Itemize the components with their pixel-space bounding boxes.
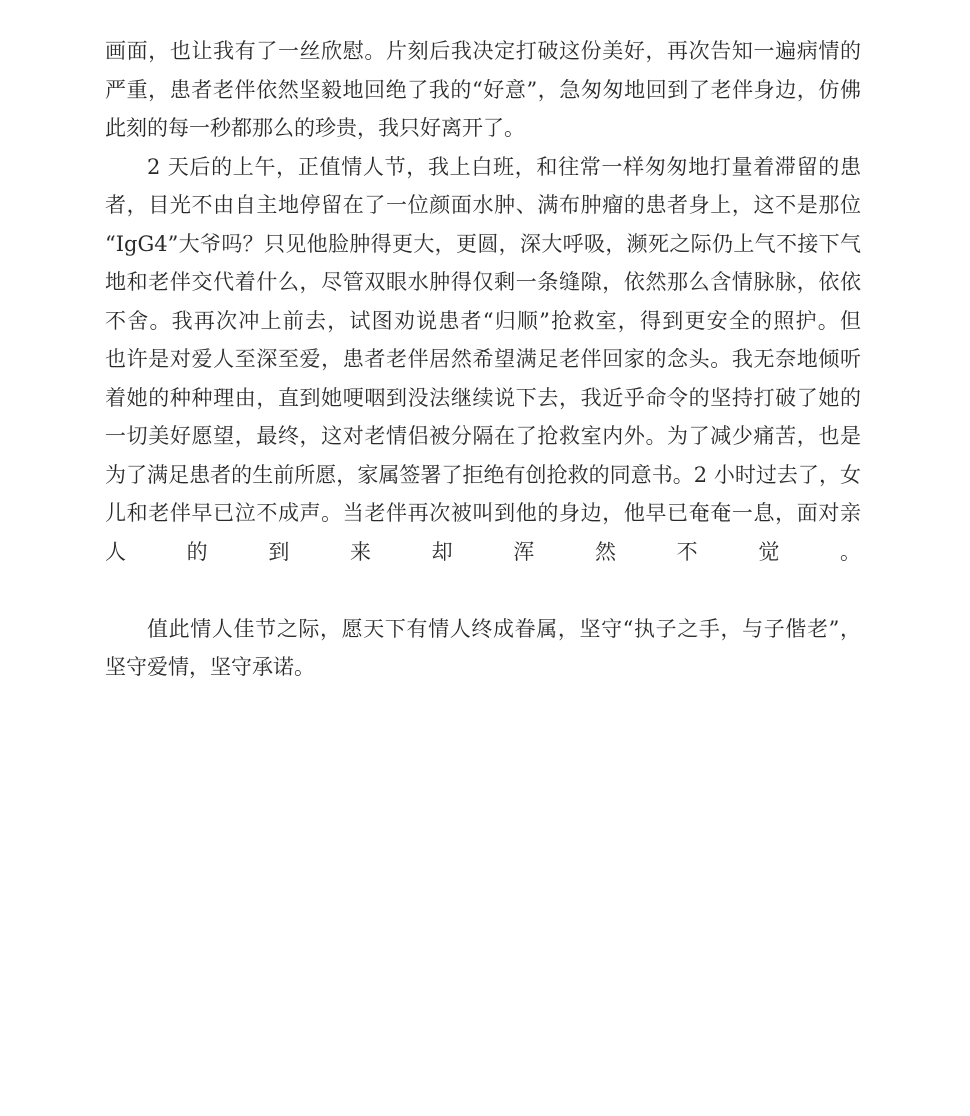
- paragraph-line: 此刻的每一秒都那么的珍贵，我只好离开了。: [105, 116, 525, 140]
- paragraph-line: 者，目光不由自主地停留在了一位颜面水肿、满布肿瘤的患者身上，这不是那位: [105, 193, 861, 217]
- paragraph-line: “IgG4”大爷吗？只见他脸肿得更大，更圆，深大呼吸，濒死之际仍上气不接下气: [105, 231, 861, 256]
- paragraph-2: [105, 148, 861, 610]
- paragraph-line: 值此情人佳节之际，愿天下有情人终成眷属，坚守“执子之手，与子偕老”，: [147, 616, 861, 641]
- paragraph-line: 也许是对爱人至深至爱，患者老伴居然希望满足老伴回家的念头。我无奈地倾听: [105, 347, 861, 371]
- paragraph-3: [105, 610, 861, 687]
- paragraph-line: 地和老伴交代着什么，尽管双眼水肿得仅剩一条缝隙，依然那么含情脉脉，依依: [105, 270, 861, 294]
- document-body: [105, 32, 861, 687]
- paragraph-line: 一切美好愿望，最终，这对老情侣被分隔在了抢救室内外。为了减少痛苦，也是: [105, 424, 861, 448]
- paragraph-line: 人的到来却浑然不觉。: [105, 539, 861, 564]
- paragraph-1: [105, 32, 861, 148]
- paragraph-line: 为了满足患者的生前所愿，家属签署了拒绝有创抢救的同意书。2 小时过去了，女: [105, 462, 861, 487]
- paragraph-line: 着她的种种理由，直到她哽咽到没法继续说下去，我近乎命令的坚持打破了她的: [105, 385, 861, 410]
- paragraph-line: 不舍。我再次冲上前去，试图劝说患者“归顺”抢救室，得到更安全的照护。但: [105, 308, 861, 333]
- paragraph-line: 严重，患者老伴依然坚毅地回绝了我的“好意”，急匆匆地回到了老伴身边，仿佛: [105, 77, 861, 102]
- paragraph-line: 坚守爱情，坚守承诺。: [105, 655, 315, 679]
- paragraph-line: 2 天后的上午，正值情人节，我上白班，和往常一样匆匆地打量着滞留的患: [147, 154, 861, 179]
- paragraph-line: 画面，也让我有了一丝欣慰。片刻后我决定打破这份美好，再次告知一遍病情的: [105, 39, 861, 63]
- paragraph-line: 儿和老伴早已泣不成声。当老伴再次被叫到他的身边，他早已奄奄一息，面对亲: [105, 501, 861, 525]
- paragraph-line: [105, 571, 861, 610]
